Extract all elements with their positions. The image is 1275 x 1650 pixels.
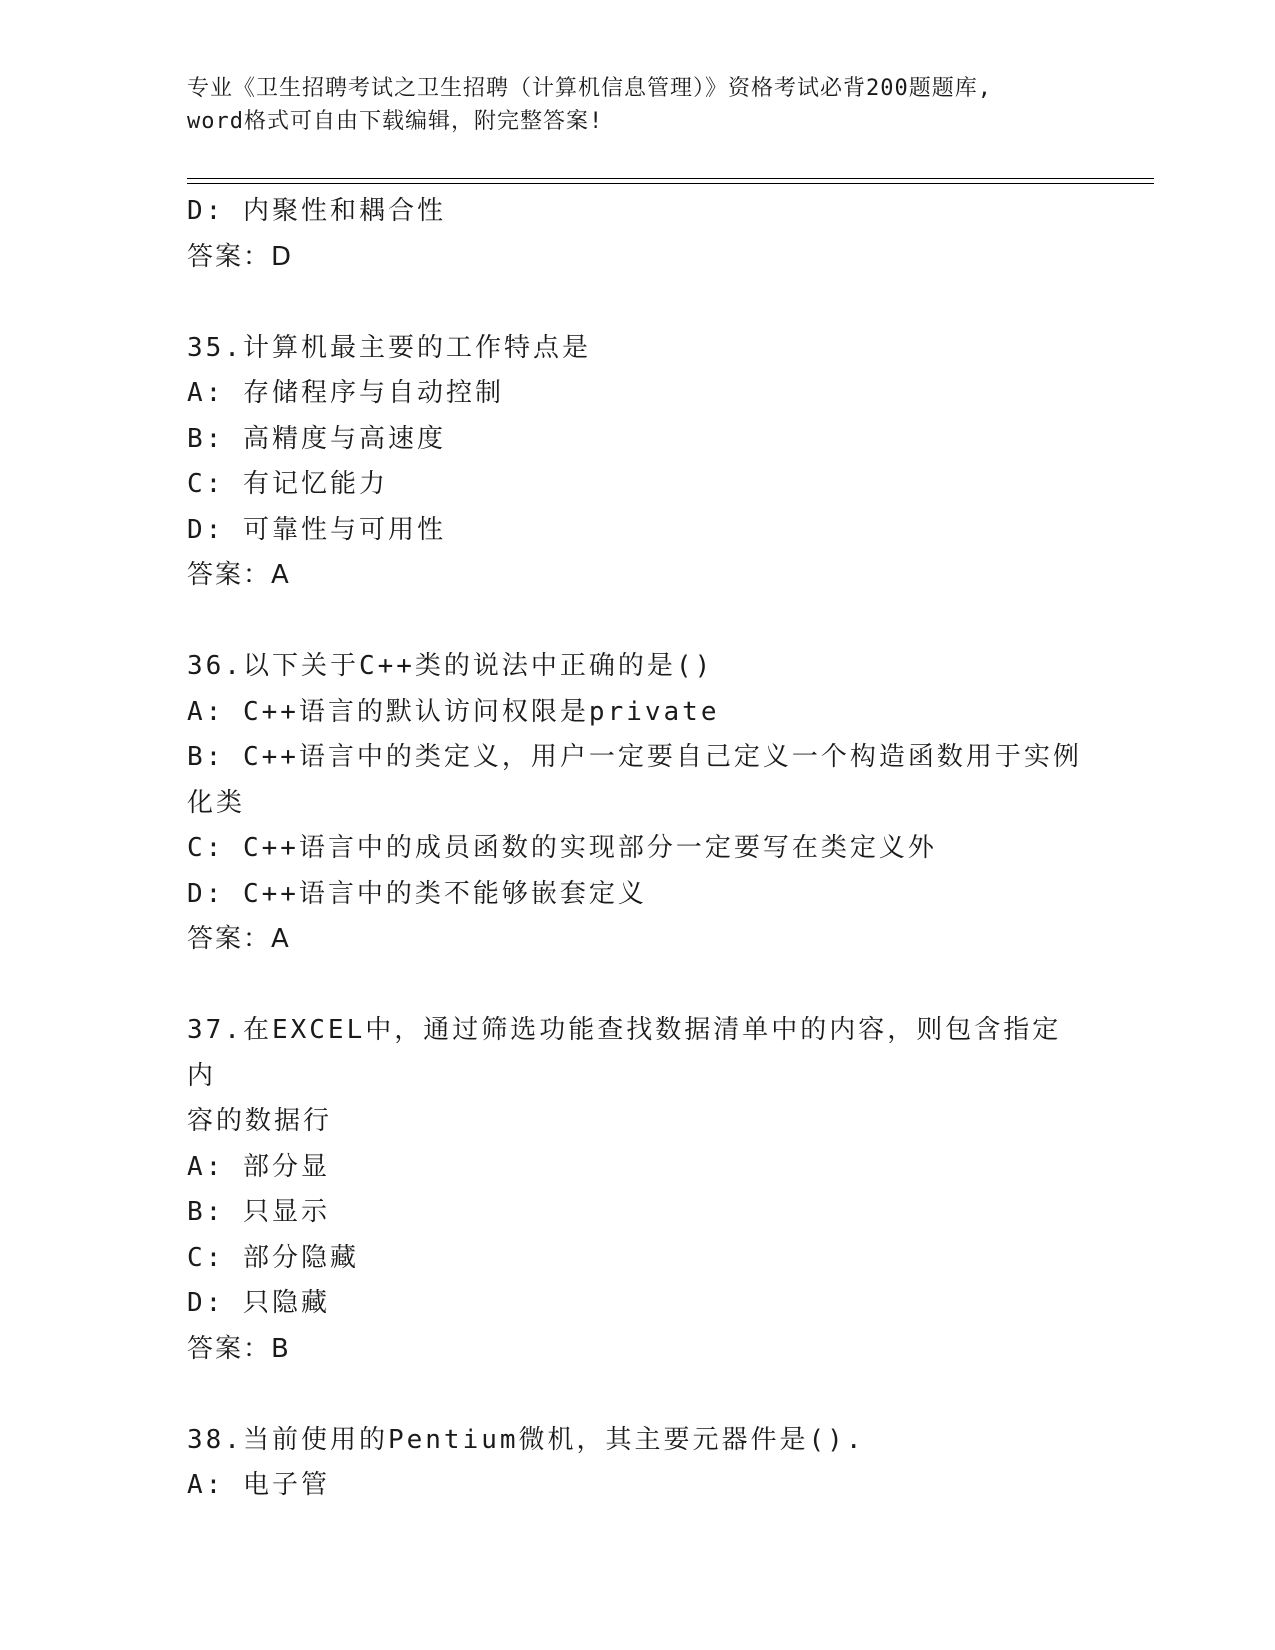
option-d: D: C++语言中的类不能够嵌套定义: [187, 878, 647, 909]
header-line-1: 专业《卫生招聘考试之卫生招聘（计算机信息管理）》资格考试必背200题题库,: [187, 76, 992, 101]
option-b-line-1: B: C++语言中的类定义，用户一定要自己定义一个构造函数用于实例: [187, 742, 1082, 772]
question-34-tail: [187, 189, 1087, 280]
option-d: D: 内聚性和耦合性: [187, 196, 446, 226]
question-35: [187, 326, 1087, 599]
spacer: [187, 280, 1087, 326]
option-a: A: 存储程序与自动控制: [187, 378, 504, 408]
spacer: [187, 963, 1087, 1009]
option-d: D: 可靠性与可用性: [187, 514, 446, 545]
option-a: A: C++语言的默认访问权限是private: [187, 696, 720, 727]
option-b-line-2: 化类: [187, 787, 246, 818]
question-text-line-1: 37.在EXCEL中，通过筛选功能查找数据清单中的内容，则包含指定内: [187, 1015, 1062, 1091]
option-b: B: 高精度与高速度: [187, 423, 446, 454]
answer: 答案：A: [187, 560, 291, 590]
question-list: [187, 189, 1087, 1509]
question-text: 36.以下关于C++类的说法中正确的是(): [187, 651, 714, 681]
option-b: B: 只显示: [187, 1197, 330, 1227]
question-text: 35.计算机最主要的工作特点是: [187, 332, 591, 363]
question-36: [187, 644, 1087, 963]
spacer: [187, 1372, 1087, 1418]
header-divider-bottom: [187, 183, 1154, 184]
option-c: C: C++语言中的成员函数的实现部分一定要写在类定义外: [187, 833, 937, 863]
answer: 答案：B: [187, 1333, 291, 1364]
option-a: A: 电子管: [187, 1470, 330, 1500]
option-d: D: 只隐藏: [187, 1288, 330, 1318]
option-a: A: 部分显: [187, 1151, 330, 1182]
header-line-2: word格式可自由下载编辑，附完整答案!: [187, 109, 604, 134]
header-divider-top: [187, 178, 1154, 179]
spacer: [187, 599, 1087, 645]
answer: 答案：A: [187, 924, 291, 954]
question-text: 38.当前使用的Pentium微机，其主要元器件是().: [187, 1424, 865, 1455]
option-c: C: 部分隐藏: [187, 1242, 359, 1273]
option-c: C: 有记忆能力: [187, 469, 388, 499]
answer: 答案：D: [187, 241, 294, 272]
question-37: [187, 1008, 1087, 1372]
document-header: [187, 72, 1087, 138]
question-text-line-2: 容的数据行: [187, 1106, 333, 1136]
question-38: [187, 1418, 1087, 1509]
